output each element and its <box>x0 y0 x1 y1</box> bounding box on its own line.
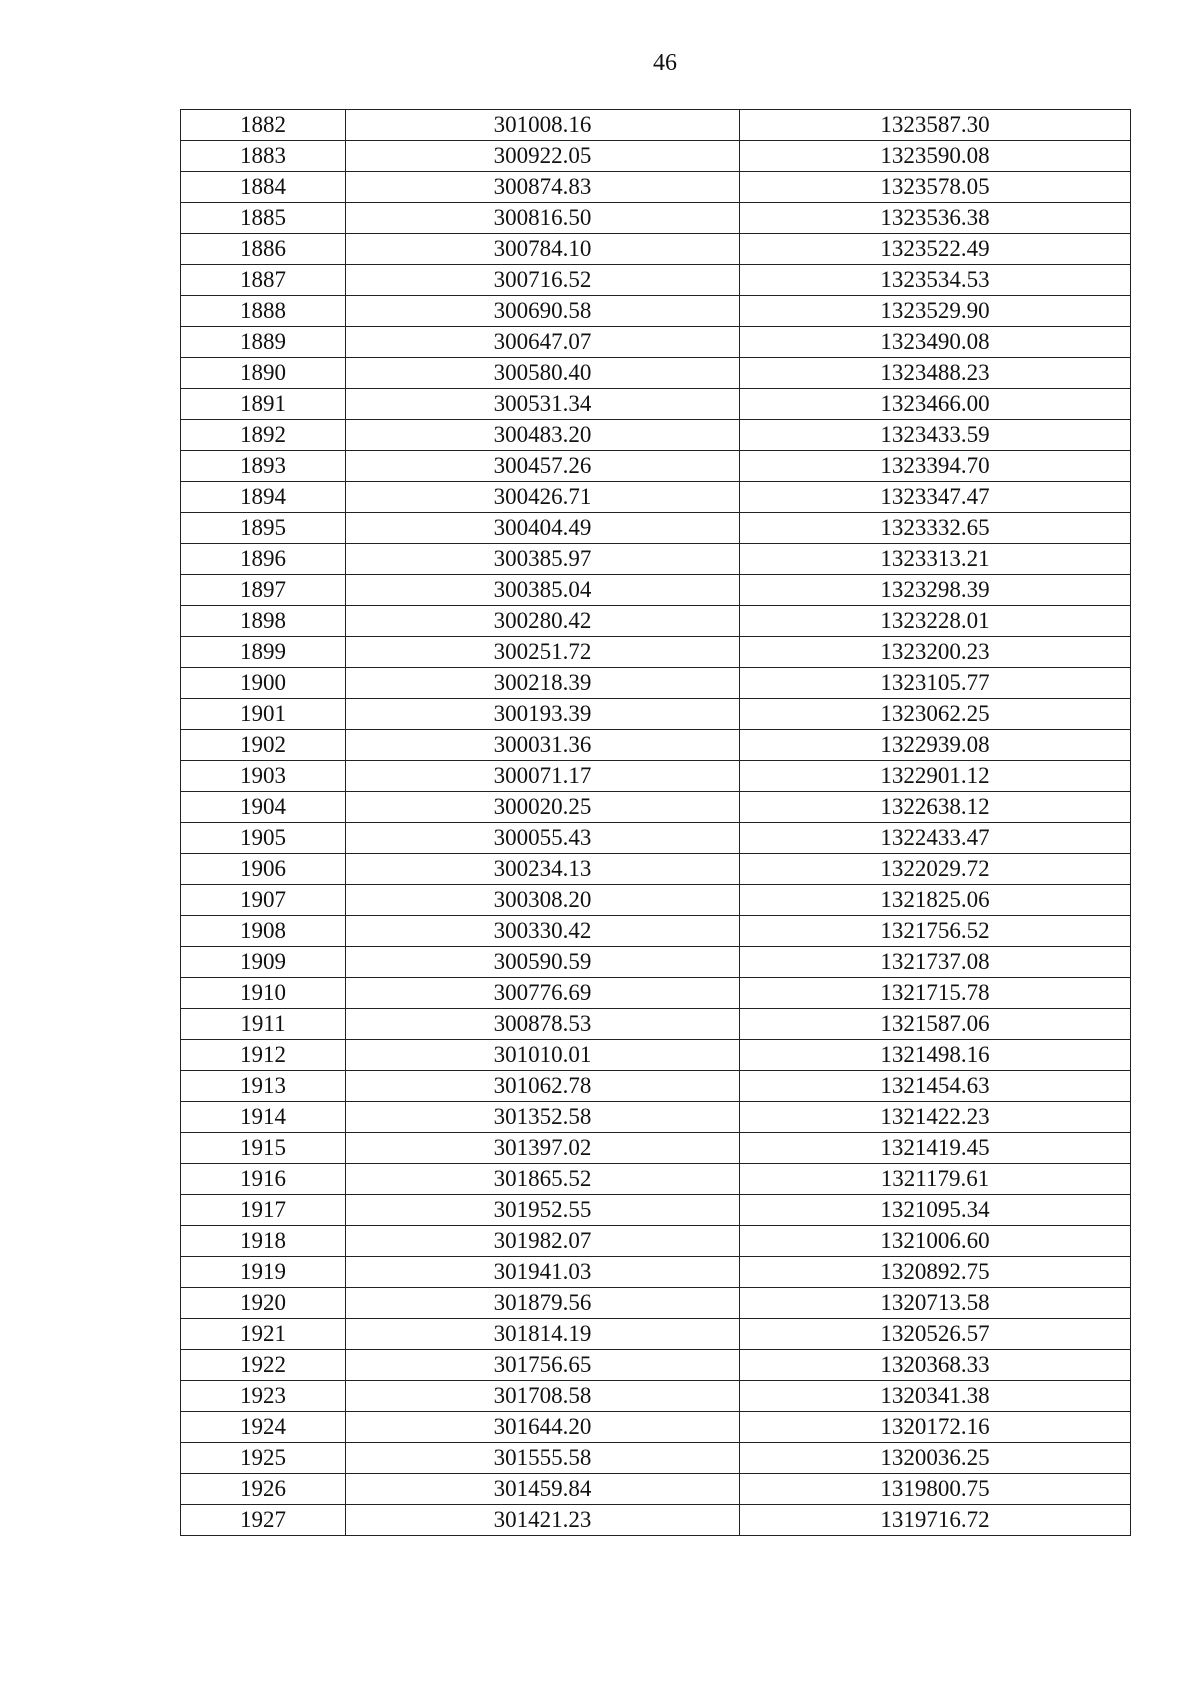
point-number-cell: 1885 <box>181 203 346 234</box>
table-row <box>181 234 1131 265</box>
page-number: 46 <box>653 50 677 76</box>
x-coordinate-cell: 300580.40 <box>346 358 740 389</box>
x-coordinate-cell: 301952.55 <box>346 1195 740 1226</box>
x-coordinate-cell: 300590.59 <box>346 947 740 978</box>
table-row <box>181 482 1131 513</box>
y-coordinate-cell: 1323529.90 <box>740 296 1131 327</box>
y-coordinate-cell: 1321179.61 <box>740 1164 1131 1195</box>
y-coordinate-cell: 1320892.75 <box>740 1257 1131 1288</box>
x-coordinate-cell: 301555.58 <box>346 1443 740 1474</box>
x-coordinate-cell: 300193.39 <box>346 699 740 730</box>
y-coordinate-cell: 1323433.59 <box>740 420 1131 451</box>
x-coordinate-cell: 300922.05 <box>346 141 740 172</box>
point-number-cell: 1906 <box>181 854 346 885</box>
x-coordinate-cell: 300878.53 <box>346 1009 740 1040</box>
x-coordinate-cell: 300716.52 <box>346 265 740 296</box>
x-coordinate-cell: 300816.50 <box>346 203 740 234</box>
y-coordinate-cell: 1322638.12 <box>740 792 1131 823</box>
point-number-cell: 1899 <box>181 637 346 668</box>
point-number-cell: 1917 <box>181 1195 346 1226</box>
table-row <box>181 296 1131 327</box>
y-coordinate-cell: 1320526.57 <box>740 1319 1131 1350</box>
point-number-cell: 1924 <box>181 1412 346 1443</box>
point-number-cell: 1901 <box>181 699 346 730</box>
y-coordinate-cell: 1323200.23 <box>740 637 1131 668</box>
y-coordinate-cell: 1321498.16 <box>740 1040 1131 1071</box>
point-number-cell: 1905 <box>181 823 346 854</box>
point-number-cell: 1882 <box>181 110 346 141</box>
point-number-cell: 1914 <box>181 1102 346 1133</box>
point-number-cell: 1925 <box>181 1443 346 1474</box>
y-coordinate-cell: 1321095.34 <box>740 1195 1131 1226</box>
point-number-cell: 1920 <box>181 1288 346 1319</box>
x-coordinate-cell: 300874.83 <box>346 172 740 203</box>
table-row <box>181 203 1131 234</box>
point-number-cell: 1893 <box>181 451 346 482</box>
table-row <box>181 792 1131 823</box>
table-row <box>181 1505 1131 1536</box>
table-row <box>181 544 1131 575</box>
x-coordinate-cell: 301644.20 <box>346 1412 740 1443</box>
y-coordinate-cell: 1321006.60 <box>740 1226 1131 1257</box>
point-number-cell: 1927 <box>181 1505 346 1536</box>
table-row <box>181 389 1131 420</box>
point-number-cell: 1892 <box>181 420 346 451</box>
y-coordinate-cell: 1322433.47 <box>740 823 1131 854</box>
x-coordinate-cell: 300647.07 <box>346 327 740 358</box>
table-row <box>181 730 1131 761</box>
y-coordinate-cell: 1323490.08 <box>740 327 1131 358</box>
table-row <box>181 637 1131 668</box>
table-row <box>181 1040 1131 1071</box>
table-row <box>181 606 1131 637</box>
table-row <box>181 1164 1131 1195</box>
x-coordinate-cell: 300385.04 <box>346 575 740 606</box>
y-coordinate-cell: 1323105.77 <box>740 668 1131 699</box>
point-number-cell: 1895 <box>181 513 346 544</box>
x-coordinate-cell: 301756.65 <box>346 1350 740 1381</box>
x-coordinate-cell: 301397.02 <box>346 1133 740 1164</box>
point-number-cell: 1919 <box>181 1257 346 1288</box>
x-coordinate-cell: 300031.36 <box>346 730 740 761</box>
point-number-cell: 1900 <box>181 668 346 699</box>
y-coordinate-cell: 1321715.78 <box>740 978 1131 1009</box>
y-coordinate-cell: 1323587.30 <box>740 110 1131 141</box>
y-coordinate-cell: 1320036.25 <box>740 1443 1131 1474</box>
x-coordinate-cell: 301352.58 <box>346 1102 740 1133</box>
x-coordinate-cell: 300784.10 <box>346 234 740 265</box>
y-coordinate-cell: 1319716.72 <box>740 1505 1131 1536</box>
table-row <box>181 854 1131 885</box>
table-row <box>181 420 1131 451</box>
x-coordinate-cell: 300690.58 <box>346 296 740 327</box>
x-coordinate-cell: 300218.39 <box>346 668 740 699</box>
y-coordinate-cell: 1323578.05 <box>740 172 1131 203</box>
x-coordinate-cell: 300330.42 <box>346 916 740 947</box>
table-row <box>181 327 1131 358</box>
point-number-cell: 1883 <box>181 141 346 172</box>
y-coordinate-cell: 1321422.23 <box>740 1102 1131 1133</box>
x-coordinate-cell: 301010.01 <box>346 1040 740 1071</box>
point-number-cell: 1898 <box>181 606 346 637</box>
y-coordinate-cell: 1322029.72 <box>740 854 1131 885</box>
y-coordinate-cell: 1320713.58 <box>740 1288 1131 1319</box>
point-number-cell: 1910 <box>181 978 346 1009</box>
point-number-cell: 1903 <box>181 761 346 792</box>
table-row <box>181 699 1131 730</box>
y-coordinate-cell: 1320172.16 <box>740 1412 1131 1443</box>
table-row <box>181 761 1131 792</box>
y-coordinate-cell: 1321756.52 <box>740 916 1131 947</box>
y-coordinate-cell: 1323466.00 <box>740 389 1131 420</box>
x-coordinate-cell: 301459.84 <box>346 1474 740 1505</box>
y-coordinate-cell: 1323347.47 <box>740 482 1131 513</box>
y-coordinate-cell: 1321419.45 <box>740 1133 1131 1164</box>
table-row <box>181 575 1131 606</box>
y-coordinate-cell: 1323332.65 <box>740 513 1131 544</box>
table-row <box>181 1071 1131 1102</box>
x-coordinate-cell: 300055.43 <box>346 823 740 854</box>
y-coordinate-cell: 1323228.01 <box>740 606 1131 637</box>
x-coordinate-cell: 300776.69 <box>346 978 740 1009</box>
coordinate-table <box>180 109 1131 1536</box>
y-coordinate-cell: 1323534.53 <box>740 265 1131 296</box>
point-number-cell: 1902 <box>181 730 346 761</box>
table-row <box>181 1443 1131 1474</box>
point-number-cell: 1915 <box>181 1133 346 1164</box>
x-coordinate-cell: 300385.97 <box>346 544 740 575</box>
y-coordinate-cell: 1323062.25 <box>740 699 1131 730</box>
table-row <box>181 947 1131 978</box>
x-coordinate-cell: 301879.56 <box>346 1288 740 1319</box>
x-coordinate-cell: 301865.52 <box>346 1164 740 1195</box>
x-coordinate-cell: 301008.16 <box>346 110 740 141</box>
point-number-cell: 1904 <box>181 792 346 823</box>
point-number-cell: 1916 <box>181 1164 346 1195</box>
y-coordinate-cell: 1321825.06 <box>740 885 1131 916</box>
table-row <box>181 513 1131 544</box>
point-number-cell: 1921 <box>181 1319 346 1350</box>
x-coordinate-cell: 300404.49 <box>346 513 740 544</box>
y-coordinate-cell: 1323536.38 <box>740 203 1131 234</box>
x-coordinate-cell: 300531.34 <box>346 389 740 420</box>
table-row <box>181 668 1131 699</box>
x-coordinate-cell: 301708.58 <box>346 1381 740 1412</box>
y-coordinate-cell: 1323313.21 <box>740 544 1131 575</box>
y-coordinate-cell: 1323488.23 <box>740 358 1131 389</box>
table-row <box>181 172 1131 203</box>
table-row <box>181 978 1131 1009</box>
x-coordinate-cell: 301814.19 <box>346 1319 740 1350</box>
table-row <box>181 358 1131 389</box>
y-coordinate-cell: 1320341.38 <box>740 1381 1131 1412</box>
table-row <box>181 1009 1131 1040</box>
point-number-cell: 1897 <box>181 575 346 606</box>
x-coordinate-cell: 301982.07 <box>346 1226 740 1257</box>
point-number-cell: 1889 <box>181 327 346 358</box>
point-number-cell: 1926 <box>181 1474 346 1505</box>
point-number-cell: 1913 <box>181 1071 346 1102</box>
y-coordinate-cell: 1321587.06 <box>740 1009 1131 1040</box>
table-row <box>181 1288 1131 1319</box>
point-number-cell: 1909 <box>181 947 346 978</box>
x-coordinate-cell: 300020.25 <box>346 792 740 823</box>
y-coordinate-cell: 1323394.70 <box>740 451 1131 482</box>
table-row <box>181 1102 1131 1133</box>
table-row <box>181 1226 1131 1257</box>
table-row <box>181 1257 1131 1288</box>
point-number-cell: 1884 <box>181 172 346 203</box>
point-number-cell: 1888 <box>181 296 346 327</box>
table-row <box>181 1319 1131 1350</box>
table-row <box>181 885 1131 916</box>
table-row <box>181 1381 1131 1412</box>
y-coordinate-cell: 1323298.39 <box>740 575 1131 606</box>
y-coordinate-cell: 1319800.75 <box>740 1474 1131 1505</box>
y-coordinate-cell: 1321454.63 <box>740 1071 1131 1102</box>
point-number-cell: 1918 <box>181 1226 346 1257</box>
x-coordinate-cell: 300280.42 <box>346 606 740 637</box>
table-row <box>181 1195 1131 1226</box>
table-row <box>181 1412 1131 1443</box>
y-coordinate-cell: 1321737.08 <box>740 947 1131 978</box>
table-row <box>181 1474 1131 1505</box>
point-number-cell: 1922 <box>181 1350 346 1381</box>
point-number-cell: 1890 <box>181 358 346 389</box>
point-number-cell: 1923 <box>181 1381 346 1412</box>
table-row <box>181 141 1131 172</box>
point-number-cell: 1887 <box>181 265 346 296</box>
table-row <box>181 265 1131 296</box>
table-body <box>181 110 1131 1536</box>
table-row <box>181 1133 1131 1164</box>
y-coordinate-cell: 1322901.12 <box>740 761 1131 792</box>
table-row <box>181 110 1131 141</box>
point-number-cell: 1894 <box>181 482 346 513</box>
x-coordinate-cell: 300483.20 <box>346 420 740 451</box>
x-coordinate-cell: 300234.13 <box>346 854 740 885</box>
x-coordinate-cell: 300457.26 <box>346 451 740 482</box>
point-number-cell: 1886 <box>181 234 346 265</box>
point-number-cell: 1891 <box>181 389 346 420</box>
x-coordinate-cell: 301062.78 <box>346 1071 740 1102</box>
x-coordinate-cell: 300251.72 <box>346 637 740 668</box>
x-coordinate-cell: 300071.17 <box>346 761 740 792</box>
y-coordinate-cell: 1323522.49 <box>740 234 1131 265</box>
table-row <box>181 916 1131 947</box>
x-coordinate-cell: 301941.03 <box>346 1257 740 1288</box>
point-number-cell: 1907 <box>181 885 346 916</box>
point-number-cell: 1912 <box>181 1040 346 1071</box>
x-coordinate-cell: 301421.23 <box>346 1505 740 1536</box>
point-number-cell: 1908 <box>181 916 346 947</box>
table-row <box>181 823 1131 854</box>
y-coordinate-cell: 1323590.08 <box>740 141 1131 172</box>
x-coordinate-cell: 300308.20 <box>346 885 740 916</box>
y-coordinate-cell: 1320368.33 <box>740 1350 1131 1381</box>
y-coordinate-cell: 1322939.08 <box>740 730 1131 761</box>
x-coordinate-cell: 300426.71 <box>346 482 740 513</box>
table-row <box>181 1350 1131 1381</box>
point-number-cell: 1911 <box>181 1009 346 1040</box>
table-row <box>181 451 1131 482</box>
point-number-cell: 1896 <box>181 544 346 575</box>
